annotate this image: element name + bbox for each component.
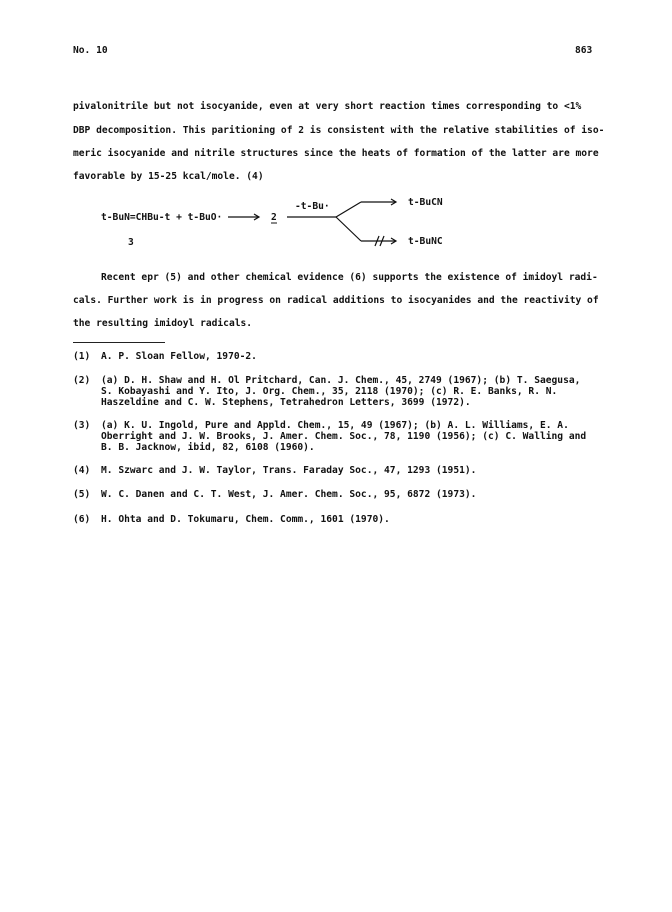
footnote-text: S. Kobayashi and Y. Ito, J. Org. Chem., 35, 2118 (1970); (c) R. E. Banks, R. N. (101, 386, 558, 397)
branch-lines (287, 199, 396, 246)
scheme-reactant: t-BuN=CHBu-t + t-BuO· (101, 212, 223, 223)
paragraph-line: pivalonitrile but not isocyanide, even at very short reaction times corresponding to <1% (73, 101, 582, 112)
footnote-number: (1) (73, 351, 91, 362)
paragraph-line: DBP decomposition. This paritioning of 2 is consistent with the relative stabilities of iso- (73, 125, 605, 136)
footnote-number: (6) (73, 514, 91, 525)
footnote-1 (73, 351, 257, 362)
footnote-number: (4) (73, 465, 91, 476)
paragraph-line: favorable by 15-25 kcal/mole. (4) (73, 171, 264, 182)
footnote-text: H. Ohta and D. Tokumaru, Chem. Comm., 1601 (1970). (101, 514, 390, 525)
footnote-6 (73, 514, 390, 525)
footnote-text: M. Szwarc and J. W. Taylor, Trans. Faraday Soc., 47, 1293 (1951). (101, 465, 477, 476)
footnote-text: (a) D. H. Shaw and H. Ol Pritchard, Can. J. Chem., 45, 2749 (1967); (b) T. Saegusa, (101, 375, 581, 386)
scheme-product-isocyanide: t-BuNC (408, 236, 443, 247)
footnote-number: (2) (73, 375, 91, 386)
footnote-number: (3) (73, 420, 91, 431)
footnote-text: Oberright and J. W. Brooks, J. Amer. Chem. Soc., 78, 1190 (1956); (c) C. Walling and (101, 431, 587, 442)
footnote-5 (73, 489, 476, 500)
scheme-loss: -t-Bu· (295, 201, 330, 212)
footnote-4 (73, 465, 476, 476)
paragraph-line: meric isocyanide and nitrile structures since the heats of formation of the latter are more (73, 148, 599, 159)
footnote-3 (73, 420, 586, 453)
paragraph-line: the resulting imidoyl radicals. (73, 318, 253, 329)
page-number: 863 (575, 45, 593, 56)
scheme-reactant-label: 3 (128, 237, 134, 248)
scheme-intermediate: 2 (271, 212, 277, 223)
scheme-product-nitrile: t-BuCN (408, 197, 443, 208)
footnote-text: W. C. Danen and C. T. West, J. Amer. Chem. Soc., 95, 6872 (1973). (101, 489, 477, 500)
footnote-2 (73, 375, 580, 408)
footnote-text: B. B. Jacknow, ibid, 82, 6108 (1960). (101, 442, 315, 453)
reaction-arrow (228, 214, 259, 220)
footnote-text: A. P. Sloan Fellow, 1970-2. (101, 351, 257, 362)
journal-issue: No. 10 (73, 45, 108, 56)
footnote-text: (a) K. U. Ingold, Pure and Appld. Chem., 15, 49 (1967); (b) A. L. Williams, E. A. (101, 420, 569, 431)
paragraph-line: cals. Further work is in progress on radical additions to isocyanides and the reactivity of (73, 295, 599, 306)
paragraph-line: Recent epr (5) and other chemical evidence (6) supports the existence of imidoyl radi- (101, 272, 598, 283)
footnote-rule (73, 342, 165, 343)
footnote-text: Haszeldine and C. W. Stephens, Tetrahedron Letters, 3699 (1972). (101, 397, 471, 408)
footnote-number: (5) (73, 489, 91, 500)
